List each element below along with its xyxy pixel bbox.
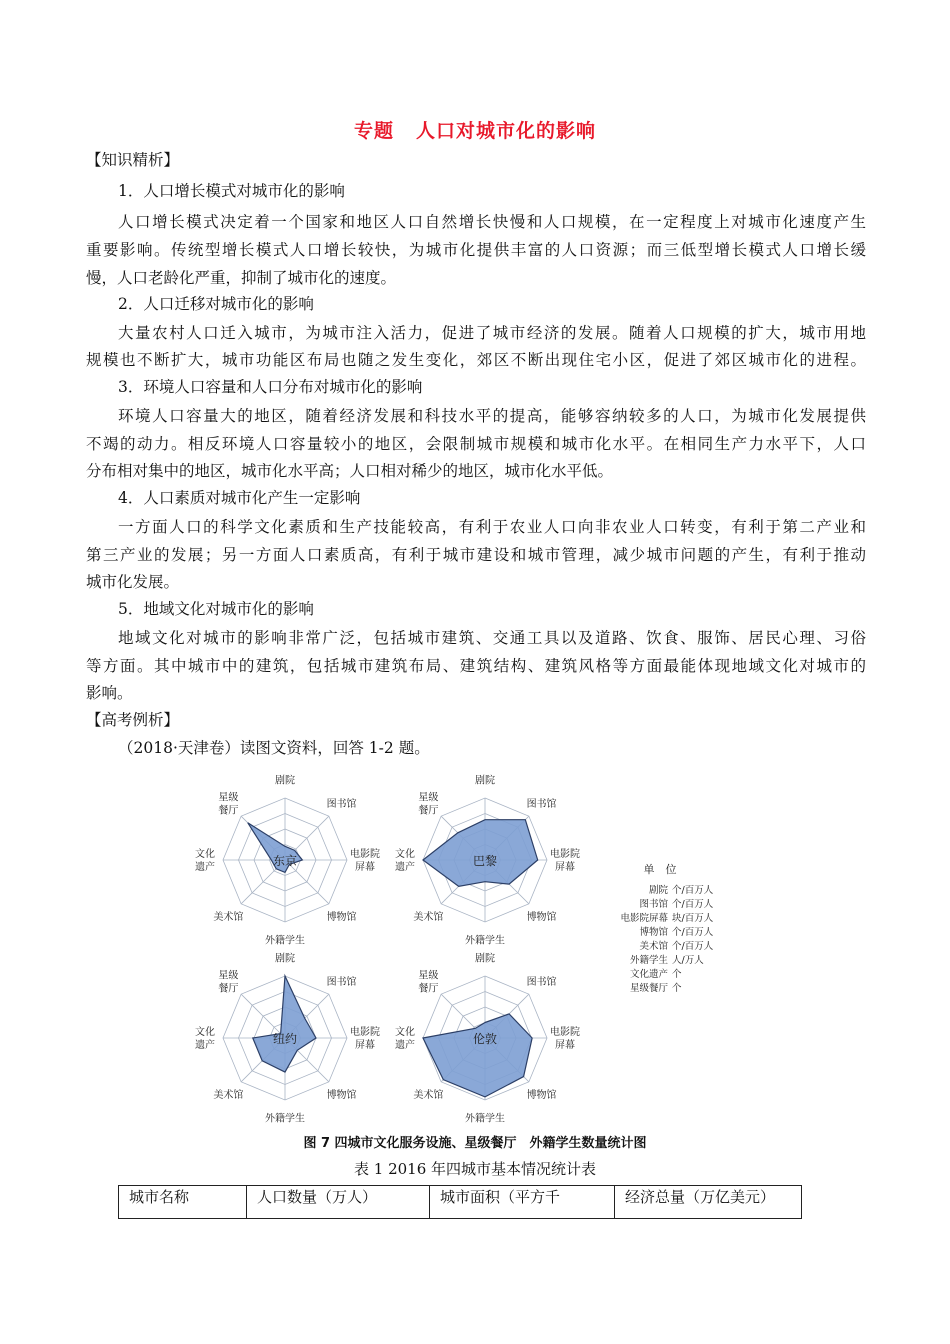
- legend-item-unit: 个/百万人: [672, 899, 714, 910]
- radar-axis-label: 遗产: [395, 1040, 415, 1051]
- radar-axis-label: 剧院: [475, 953, 495, 965]
- radar-axis-label: 星级: [218, 792, 239, 804]
- radar-axis-label: 博物馆: [526, 1090, 557, 1102]
- table-header-row: [119, 1186, 802, 1219]
- radar-axis-label: 餐厅: [418, 983, 439, 995]
- radar-axis-label: 文化: [195, 1027, 215, 1038]
- table-header-cell: 城市名称: [119, 1186, 247, 1219]
- radar-axis-label: 电影院: [550, 849, 580, 860]
- legend-item-name: 外籍学生: [629, 955, 668, 966]
- paragraph-line: 重要影响。传统型增长模式人口增长较快，为城市化提供丰富的人口资源；而三低型增长模式人口增长缓: [86, 241, 866, 259]
- radar-city-label: 纽约: [272, 1032, 298, 1046]
- radar-axis-label: 美术馆: [413, 1090, 444, 1102]
- radar-axis-label: 外籍学生: [465, 1113, 505, 1125]
- paragraph-line: 不竭的动力。相反环境人口容量较小的地区，会限制城市规模和城市化水平。在相同生产力水平下，人口: [86, 435, 866, 453]
- radar-axis-label: 电影院: [350, 1027, 380, 1038]
- radar-axis-label: 外籍学生: [465, 935, 505, 947]
- legend-item-name: 博物馆: [639, 927, 668, 938]
- section-1-heading: 1．人口增长模式对城市化的影响: [118, 182, 345, 200]
- table-header-cell: 人口数量（万人）: [247, 1186, 430, 1219]
- radar-city-label: 巴黎: [472, 854, 498, 868]
- paragraph-line: 一方面人口的科学文化素质和生产技能较高，有利于农业人口向非农业人口转变，有利于第二产业和: [118, 518, 866, 536]
- radar-axis-label: 图书馆: [526, 798, 557, 810]
- radar-axis-label: 星级: [218, 970, 239, 982]
- knowledge-header: 【知识精析】: [86, 151, 180, 169]
- paragraph-line: 地域文化对城市的影响非常广泛，包括城市建筑、交通工具以及道路、饮食、服饰、居民心理、习俗: [118, 629, 866, 647]
- radar-series-polygon: [423, 1014, 532, 1097]
- legend-item-unit: 个/百万人: [672, 927, 714, 938]
- radar-series-polygon: [253, 976, 316, 1072]
- paragraph-line: 分布相对集中的地区，城市化水平高；人口相对稀少的地区，城市化水平低。: [86, 462, 614, 480]
- title-prefix: 专题: [353, 120, 394, 142]
- radar-axis-label: 美术馆: [213, 912, 244, 924]
- figure-caption: 图 7 四城市文化服务设施、星级餐厅 外籍学生数量统计图: [303, 1136, 647, 1151]
- radar-axis-label: 电影院: [350, 849, 380, 860]
- radar-axis-label: 美术馆: [413, 912, 444, 924]
- page-title: [0, 116, 950, 143]
- section-4-heading: 4．人口素质对城市化产生一定影响: [118, 489, 361, 507]
- legend-title: 单 位: [643, 863, 677, 876]
- radar-axis-label: 餐厅: [218, 805, 239, 817]
- radar-axis-label: 餐厅: [418, 805, 439, 817]
- paragraph-line: 第三产业的发展；另一方面人口素质高，有利于城市建设和城市管理，减少城市问题的产生，有利于推动: [86, 546, 866, 564]
- radar-axis-label: 遗产: [395, 862, 415, 873]
- radar-axis-label: 星级: [418, 792, 439, 804]
- legend-item-name: 文化遗产: [629, 969, 668, 980]
- radar-axis-label: 博物馆: [526, 912, 557, 924]
- radar-axis-label: 博物馆: [326, 1090, 357, 1102]
- table-header-cell: 经济总量（万亿美元）: [615, 1186, 802, 1219]
- radar-axis-label: 屏幕: [355, 1040, 375, 1051]
- radar-axis-label: 星级: [418, 970, 439, 982]
- section-5-heading: 5．地域文化对城市化的影响: [118, 600, 314, 618]
- radar-axis-label: 图书馆: [326, 798, 357, 810]
- radar-chart-figure: [185, 768, 745, 1128]
- paragraph-line: 规模也不断扩大，城市功能区布局也随之发生变化，郊区不断出现住宅小区，促进了郊区城市化的进程。: [86, 351, 866, 369]
- legend-item-name: 图书馆: [639, 899, 668, 910]
- radar-axis-label: 剧院: [275, 953, 295, 965]
- radar-axis-label: 文化: [195, 849, 215, 860]
- radar-axis-label: 遗产: [195, 1040, 215, 1051]
- section-2-heading: 2．人口迁移对城市化的影响: [118, 295, 314, 313]
- radar-axis-label: 剧院: [475, 775, 495, 787]
- legend-item-unit: 个: [672, 969, 682, 980]
- legend-item-unit: 个/百万人: [672, 941, 714, 952]
- paragraph-line: 等方面。其中城市中的建筑，包括城市建筑布局、建筑结构、建筑风格等方面最能体现地域文化对城市的: [86, 657, 866, 675]
- table-header-cell: 城市面积（平方千: [430, 1186, 615, 1219]
- radar-axis-label: 文化: [395, 849, 415, 860]
- paragraph-line: 人口增长模式决定着一个国家和地区人口自然增长快慢和人口规模，在一定程度上对城市化速度产生: [118, 213, 866, 231]
- legend-item-unit: 块/百万人: [672, 913, 714, 924]
- legend-item-name: 星级餐厅: [629, 983, 668, 994]
- radar-axis-label: 图书馆: [526, 976, 557, 988]
- radar-axis-label: 餐厅: [218, 983, 239, 995]
- radar-city-label: 伦敦: [472, 1032, 498, 1046]
- city-stats-table: [118, 1185, 802, 1219]
- legend-item-unit: 个: [672, 983, 682, 994]
- paragraph-line: 大量农村人口迁入城市，为城市注入活力，促进了城市经济的发展。随着人口规模的扩大，城市用地: [118, 324, 866, 342]
- radar-axis-label: 剧院: [275, 775, 295, 787]
- radar-axis-label: 博物馆: [326, 912, 357, 924]
- table-caption: 表 1 2016 年四城市基本情况统计表: [353, 1160, 597, 1178]
- legend-item-unit: 个/百万人: [672, 885, 714, 896]
- section-3-heading: 3．环境人口容量和人口分布对城市化的影响: [118, 378, 423, 396]
- radar-axis-label: 屏幕: [355, 862, 375, 873]
- radar-axis-label: 外籍学生: [265, 935, 305, 947]
- legend-item-name: 电影院屏幕: [620, 913, 668, 924]
- paragraph-line: 慢，人口老龄化严重，抑制了城市化的速度。: [86, 269, 397, 287]
- radar-axis-label: 电影院: [550, 1027, 580, 1038]
- radar-axis-label: 美术馆: [213, 1090, 244, 1102]
- radar-axis-label: 遗产: [195, 862, 215, 873]
- radar-series-polygon: [423, 820, 538, 887]
- paragraph-line: 城市化发展。: [86, 573, 180, 591]
- legend-item-name: 剧院: [648, 885, 668, 896]
- exam-intro: （2018·天津卷）读图文资料，回答 1-2 题。: [118, 739, 430, 757]
- title-main: 人口对城市化的影响: [416, 120, 597, 142]
- paragraph-line: 影响。: [86, 684, 133, 702]
- radar-axis-label: 文化: [395, 1027, 415, 1038]
- radar-city-label: 东京: [272, 854, 298, 868]
- legend-item-name: 美术馆: [639, 941, 668, 952]
- legend-item-unit: 人/万人: [672, 955, 704, 966]
- radar-axis-label: 图书馆: [326, 976, 357, 988]
- paragraph-line: 环境人口容量大的地区，随着经济发展和科技水平的提高，能够容纳较多的人口，为城市化发展提供: [118, 407, 866, 425]
- exam-header: 【高考例析】: [86, 711, 180, 729]
- radar-axis-label: 屏幕: [555, 1040, 575, 1051]
- radar-axis-label: 屏幕: [555, 862, 575, 873]
- radar-axis-label: 外籍学生: [265, 1113, 305, 1125]
